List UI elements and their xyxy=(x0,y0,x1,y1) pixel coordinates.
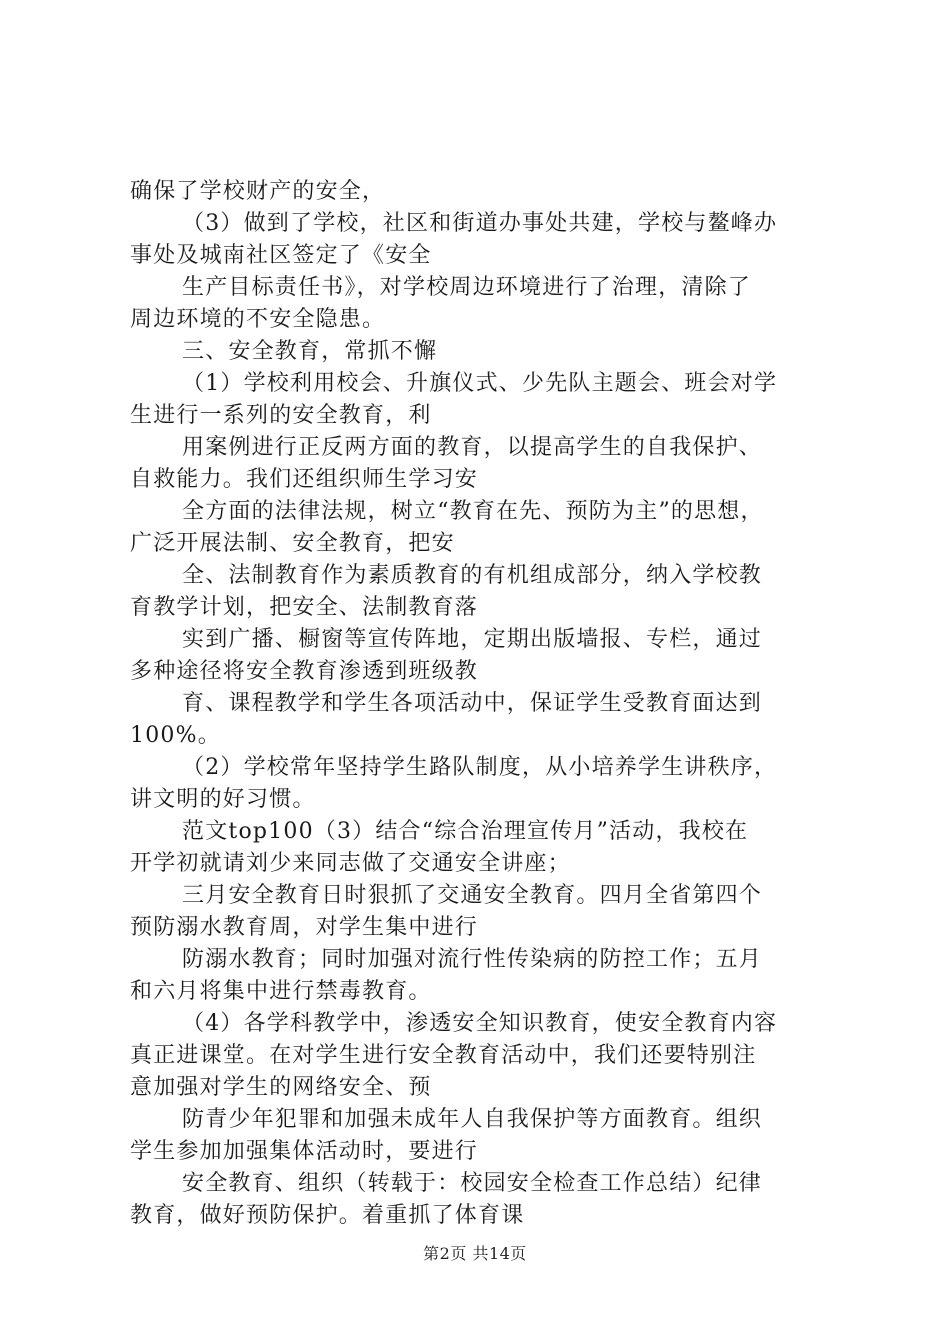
text-line: （3）做到了学校，社区和街道办事处共建，学校与鳌峰办 xyxy=(182,211,778,236)
text-line: 和六月将集中进行禁毒教育。 xyxy=(130,979,432,1004)
text-line: 广泛开展法制、安全教育，把安 xyxy=(130,531,455,556)
text-line: 多种途径将安全教育渗透到班级教 xyxy=(130,659,479,684)
text-line: 防溺水教育；同时加强对流行性传染病的防控工作；五月 xyxy=(182,947,763,972)
text-line: 范文top100（3）结合“综合治理宣传月”活动，我校在 xyxy=(182,819,749,844)
text-line: 全方面的法律法规，树立“教育在先、预防为主”的思想， xyxy=(182,499,764,524)
text-line: 周边环境的不安全隐患。 xyxy=(130,307,386,332)
text-line: 三月安全教育日时狠抓了交通安全教育。四月全省第四个 xyxy=(182,883,763,908)
document-body xyxy=(130,176,850,1232)
text-line: （1）学校利用校会、升旗仪式、少先队主题会、班会对学 xyxy=(182,371,778,396)
text-line: 确保了学校财产的安全， xyxy=(130,179,386,204)
page-number-footer: 第2页 共14页 xyxy=(423,1244,527,1263)
text-line: 育教学计划，把安全、法制教育落 xyxy=(130,595,479,620)
text-line: 防青少年犯罪和加强未成年人自我保护等方面教育。组织 xyxy=(182,1107,763,1132)
text-line: 预防溺水教育周，对学生集中进行 xyxy=(130,915,479,940)
text-line: （4）各学科教学中，渗透安全知识教育，使安全教育内容 xyxy=(182,1011,778,1036)
text-line: 学生参加加强集体活动时，要进行 xyxy=(130,1139,479,1164)
text-line: 讲文明的好习惯。 xyxy=(130,787,316,812)
text-line: 实到广播、橱窗等宣传阵地，定期出版墙报、专栏，通过 xyxy=(182,627,763,652)
text-line: 教育，做好预防保护。着重抓了体育课 xyxy=(130,1203,525,1228)
text-line: 开学初就请刘少来同志做了交通安全讲座； xyxy=(130,851,571,876)
text-line: 安全教育、组织（转载于：校园安全检查工作总结）纪律 xyxy=(182,1171,763,1196)
text-line: 事处及城南社区签定了《安全 xyxy=(130,243,432,268)
text-line: 意加强对学生的网络安全、预 xyxy=(130,1075,432,1100)
text-line: 用案例进行正反两方面的教育，以提高学生的自我保护、 xyxy=(182,435,763,460)
text-line: 自救能力。我们还组织师生学习安 xyxy=(130,467,479,492)
text-line: （2）学校常年坚持学生路队制度，从小培养学生讲秩序， xyxy=(182,755,778,780)
text-line: 真正进课堂。在对学生进行安全教育活动中，我们还要特别注 xyxy=(130,1043,757,1068)
text-line: 100%。 xyxy=(130,723,221,748)
text-line: 全、法制教育作为素质教育的有机组成部分，纳入学校教 xyxy=(182,563,763,588)
text-line: 三、安全教育，常抓不懈 xyxy=(182,339,438,364)
text-line: 育、课程教学和学生各项活动中，保证学生受教育面达到 xyxy=(182,691,763,716)
text-line: 生产目标责任书》，对学校周边环境进行了治理，清除了 xyxy=(182,275,752,300)
text-line: 生进行一系列的安全教育，利 xyxy=(130,403,432,428)
